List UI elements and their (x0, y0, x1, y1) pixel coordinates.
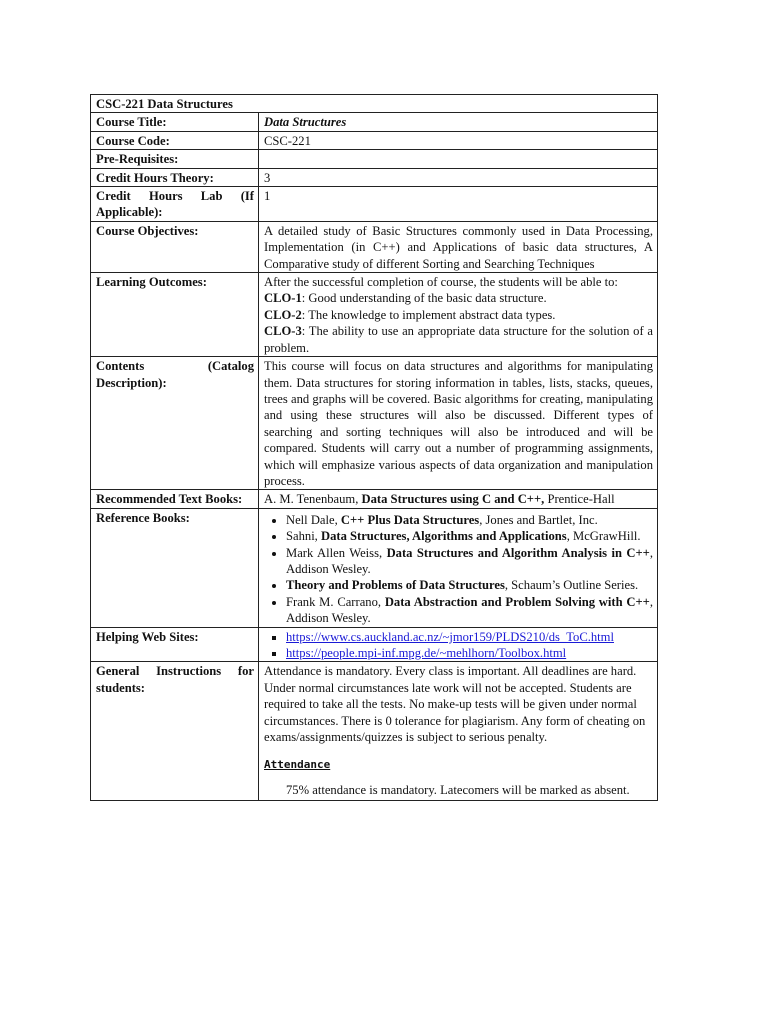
reference-item (286, 545, 653, 578)
references-label: Reference Books: (91, 508, 259, 627)
reference-title: Data Abstraction and Problem Solving with C++ (384, 594, 650, 609)
reference-author: Frank M. Carrano, (286, 594, 385, 609)
textbook-title: Data Structures using C and C++, (361, 492, 545, 507)
table-header-row (91, 95, 658, 113)
credit-theory-value: 3 (259, 168, 658, 186)
reference-title: C++ Plus Data Structures (340, 512, 480, 527)
attendance-heading: Attendance (264, 758, 331, 772)
clo-text: : Good understanding of the basic data structure. (301, 291, 547, 306)
website-item (286, 629, 653, 645)
reference-title: Data Structures, Algorithms and Applications (320, 529, 567, 544)
references-row (91, 508, 658, 627)
credit-lab-label: Credit Hours Lab (If Applicable): (91, 187, 259, 222)
reference-item (286, 594, 653, 627)
contents-row (91, 357, 658, 490)
reference-item (286, 577, 653, 593)
reference-publisher: , McGrawHill. (566, 529, 641, 544)
course-code-row (91, 131, 658, 149)
clo-text: : The knowledge to implement abstract data types. (301, 307, 556, 322)
reference-publisher: , Jones and Bartlet, Inc. (479, 512, 598, 527)
credit-theory-row (91, 168, 658, 186)
textbooks-label: Recommended Text Books: (91, 490, 259, 508)
credit-lab-row (91, 187, 658, 222)
textbooks-value (259, 490, 658, 508)
objectives-row (91, 221, 658, 272)
textbooks-row (91, 490, 658, 508)
clo-item (264, 290, 653, 306)
reference-item (286, 512, 653, 528)
references-value (259, 508, 658, 627)
instructions-text: Attendance is mandatory. Every class is important. All deadlines are hard. Under normal circumstances late work will not be accepted. Students are required to take all the tests. No make-up tests will be given under normal circumstances. There is 0 tolerance for plagiarism. Any form of cheating on exams/assignments/quizzes is subject to serious penalty. (264, 664, 646, 745)
clo-text: : The ability to use an appropriate data structure for the solution of a problem. (264, 324, 653, 355)
reference-publisher: , Addison Wesley. (286, 545, 654, 576)
course-code-value: CSC-221 (259, 131, 658, 149)
contents-label: Contents (Catalog Description): (91, 357, 259, 490)
website-item (286, 645, 653, 661)
outcomes-label: Learning Outcomes: (91, 273, 259, 357)
reference-publisher: , Schaum’s Outline Series. (504, 578, 639, 593)
objectives-label: Course Objectives: (91, 221, 259, 272)
textbook-author: A. M. Tenenbaum, (264, 492, 362, 507)
reference-author: Sahni, (286, 529, 321, 544)
course-code-label: Course Code: (91, 131, 259, 149)
course-title-value (259, 113, 658, 131)
instructions-label: General Instructions for students: (91, 662, 259, 801)
clo-code: CLO-3 (264, 324, 302, 339)
credit-lab-value: 1 (259, 187, 658, 222)
reference-item (286, 528, 653, 544)
course-title-text: Data Structures (264, 115, 347, 130)
course-outline-table (90, 94, 658, 801)
websites-value (259, 627, 658, 662)
reference-author: Mark Allen Weiss, (286, 545, 387, 560)
course-title-row (91, 113, 658, 131)
reference-author: Nell Dale, (286, 512, 341, 527)
prereq-label: Pre-Requisites: (91, 150, 259, 168)
textbook-publisher: Prentice-Hall (544, 492, 615, 507)
clo-item (264, 307, 653, 323)
reference-title: Theory and Problems of Data Structures (286, 578, 505, 593)
prereq-row (91, 150, 658, 168)
website-list (264, 629, 653, 662)
outcomes-intro: After the successful completion of course, the students will be able to: (264, 275, 618, 290)
instructions-value (259, 662, 658, 801)
clo-item (264, 323, 653, 356)
outcomes-row (91, 273, 658, 357)
website-link[interactable]: https://people.mpi-inf.mpg.de/~mehlhorn/Toolbox.html (286, 646, 567, 660)
clo-code: CLO-2 (264, 307, 302, 322)
reference-title: Data Structures and Algorithm Analysis in C++ (386, 545, 650, 560)
website-link[interactable]: https://www.cs.auckland.ac.nz/~jmor159/PLDS210/ds_ToC.html (286, 629, 614, 644)
attendance-text: 75% attendance is mandatory. Latecomers will be marked as absent. (286, 782, 630, 797)
credit-theory-label: Credit Hours Theory: (91, 168, 259, 186)
course-header: CSC-221 Data Structures (91, 95, 658, 113)
reference-list (264, 512, 653, 627)
websites-label: Helping Web Sites: (91, 627, 259, 662)
course-title-label: Course Title: (91, 113, 259, 131)
clo-code: CLO-1 (264, 291, 302, 306)
reference-publisher: , Addison Wesley. (286, 594, 653, 626)
outcomes-value (259, 273, 658, 357)
instructions-row (91, 662, 658, 801)
objectives-value: A detailed study of Basic Structures commonly used in Data Processing, Implementation (in C++) and Applications of basic data structures, A Comparative study of different Sorting and Searching Techniques (259, 221, 658, 272)
websites-row (91, 627, 658, 662)
contents-value: This course will focus on data structures and algorithms for manipulating them. Data structures for storing information in tables, lists, stacks, queues, trees and graphs will be covered. Basic algorithms for creating, manipulating and using these structures will also be discussed. Different types of searching and sorting techniques will also be introduced and will be compared. Students will carry out a number of programming assignments, which will emphasize various aspects of data organization and manipulation process. (259, 357, 658, 490)
prereq-value (259, 150, 658, 168)
